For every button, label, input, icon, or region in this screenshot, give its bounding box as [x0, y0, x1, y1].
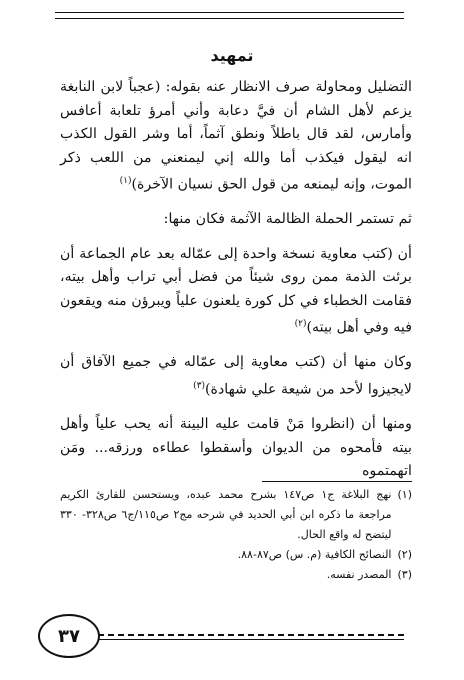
body-text: [60, 76, 412, 495]
footnote: [60, 565, 412, 585]
paragraph: أن (كتب معاوية نسخة واحدة إلى عمّاله بعد عام الجماعة أن برئت الذمة ممن روى شيئاً من فضل أبي تراب وأهل بيته، فقامت الخطباء في كل كورة يلعنون علياً ويبرؤن منه ويقعون فيه وفي أهل بيته)$^{(٢)}$: [60, 245, 412, 336]
footnote-ref: (٣): [193, 380, 205, 391]
footer-rule: [98, 639, 404, 640]
paragraph: ثم تستمر الحملة الظالمة الآثمة فكان منها:: [163, 211, 412, 228]
footnote-number: (٣): [397, 568, 412, 581]
paragraph: التضليل ومحاولة صرف الانظار عنه بقوله: (عجباً لابن النابغة يزعم لأهل الشام أن فيَّ دعابة وأني أمرؤ تلعابة أعافس وأمارس، لقد قال باطلاً ونطق آثماً، أما وشر القول الكذب انه ليقول فيكذب أما والله إني ليمنعني من اللعب ذكر الموت، وإنه ليمنعه من قول الحق نسيان الآخرة)$^{(١)}$: [60, 79, 412, 193]
page-footer: [38, 612, 404, 652]
footnote-number: (١): [397, 488, 412, 501]
page-number: ٣٧: [38, 614, 100, 658]
paragraph: وكان منها أن (كتب معاوية إلى عمّاله في جميع الآفاق أن لايجيزوا لأحد من شيعة علي شهادة)$^{(٣)}$: [60, 354, 412, 398]
footnote-text: المصدر نفسه.: [326, 568, 392, 581]
footnote: [60, 485, 412, 545]
footer-dashed-rule: [98, 634, 404, 636]
footnote-text: نهج البلاغة ج١ ص١٤٧ بشرح محمد عبده، ويستحسن للقارئ الكريم مراجعة ما ذكره ابن أبي الحديد في شرحه مج٢ ص١١٥/ج٦ ص٣٢٨- ٣٣٠ ليتضح له واقع الحال.: [60, 488, 392, 541]
footnotes: [60, 485, 412, 585]
footnote-number: (٢): [397, 548, 412, 561]
footnote-text: النصائح الكافية (م. س) ص٨٧-٨٨.: [237, 548, 392, 561]
footnote-ref: (١): [119, 176, 132, 186]
footnote-ref: (٢): [294, 319, 307, 330]
header-rule-bottom: [55, 18, 404, 19]
footnote-separator: [262, 481, 412, 482]
paragraph: ومنها أن (انظروا مَنْ قامت عليه البينة أنه يحب علياً وأهل بيته فأمحوه من الديوان وأسقطوا عطاءه ورزقه... ومَن اتهمتموه: [60, 416, 412, 480]
footnote: [60, 545, 412, 565]
chapter-title: تمهيد: [210, 46, 254, 65]
header-rule-top: [55, 12, 404, 13]
